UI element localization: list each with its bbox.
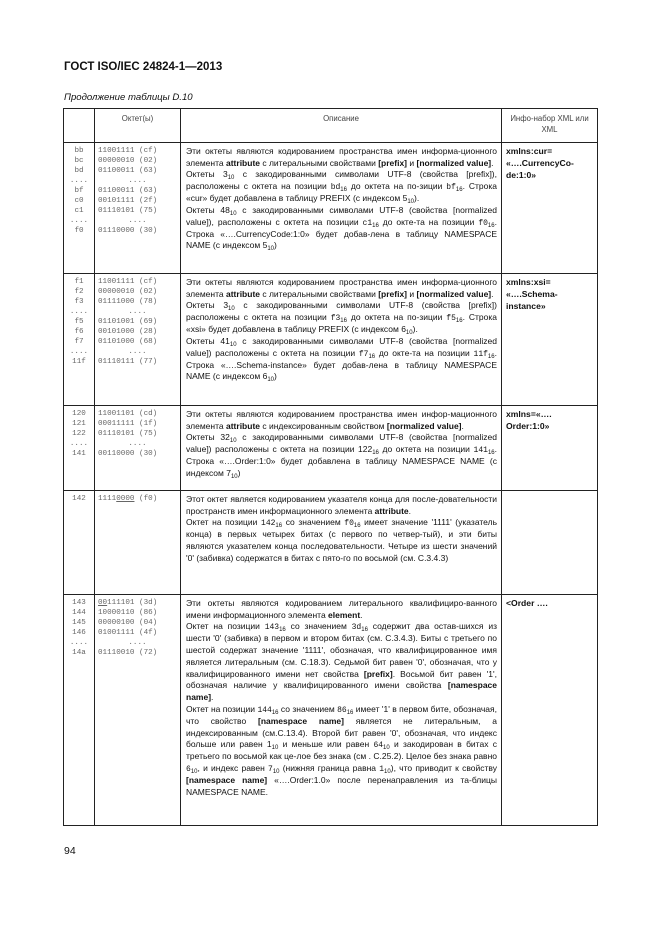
index-cell: f1 f2 f3 .... f5 f6 f7 .... 11f bbox=[64, 274, 95, 406]
xml-infoset-cell: <Order …. bbox=[502, 595, 598, 826]
table-row bbox=[64, 406, 598, 491]
index-cell: 120 121 122 .... 141 bbox=[64, 406, 95, 491]
table-row bbox=[64, 143, 598, 274]
table-row bbox=[64, 491, 598, 595]
header-index bbox=[64, 109, 95, 143]
table-row bbox=[64, 595, 598, 826]
xml-infoset-cell: xmlns:cur= «….CurrencyCo-de:1:0» bbox=[502, 143, 598, 274]
octets-cell: 00111101 (3d) 10000110 (86) 00000100 (04) 01001111 (4f) .... 01110010 (72) bbox=[95, 595, 181, 826]
description-cell: Этот октет является кодированием указателя конца для после-довательности пространств имен информационного элемента attribute. Октет на позиции $142_{16}$ со значением $f0_{16}$ имеет значение '1111' (указатель конца) в первых четырех битах (с первого по четвер-тый), и эти биты являются указателем конца последовательности. Четыре из шести значений '0' (забивка) содержатся в битах с пято-го по восьмой (см. С.3.4.3) bbox=[181, 491, 502, 595]
table-row bbox=[64, 274, 598, 406]
page-number: 94 bbox=[64, 845, 76, 857]
octets-cell: 11001111 (cf) 00000010 (02) 01100011 (63) .... 01100011 (63) 00101111 (2f) 01110101 (75) .... 01110000 (30) bbox=[95, 143, 181, 274]
index-cell: 143 144 145 146 .... 14a bbox=[64, 595, 95, 826]
xml-infoset-cell: xmlns=«…. Order:1:0» bbox=[502, 406, 598, 491]
header-description: Описание bbox=[181, 109, 502, 143]
data-table bbox=[63, 108, 598, 826]
index-cell: 142 bbox=[64, 491, 95, 595]
index-cell: bb bc bd .... bf c0 c1 .... f0 bbox=[64, 143, 95, 274]
table-caption: Продолжение таблицы D.10 bbox=[64, 92, 193, 103]
header-octets: Октет(ы) bbox=[95, 109, 181, 143]
document-header: ГОСТ ISO/IEC 24824-1—2013 bbox=[64, 61, 223, 73]
octets-cell: 11001111 (cf) 00000010 (02) 01111000 (78) .... 01101001 (69) 00101000 (28) 01101000 (68) .... 01110111 (77) bbox=[95, 274, 181, 406]
description-cell: Эти октеты являются кодированием пространства имен информа-ционного элемента attribute с литеральными свойствами [prefix] и [normalized value]. Октеты $3_{10}$ с закодированными символами UTF-8 (свойства [prefix]), расположены с октета на позиции $bd_{16}$ до октета на по-зиции $bf_{16}$. Строка «cur» будет добавлена в таблицу PREFIX (с индексом $5_{10}$). Октеты $48_{10}$ с закодированными символами UTF-8 (свойства [normalized value]), расположены с октета на позиции $c1_{16}$ до окте-та на позиции $f0_{16}$. Строка «….CurrencyCode:1:0» будет добав-лена в таблицу NAMESPACE NAME (с индексом $5_{10}$) bbox=[181, 143, 502, 274]
description-cell: Эти октеты являются кодированием пространства имен инфор-мационного элемента attribute с индексированным свойством [normalized value]. Октеты $32_{10}$ с закодированными символами UTF-8 (свойства [normalized value]) расположены с октета на позиции $122_{16}$ до октета на позиции $141_{16}$. Строка «….Order:1:0» будет добавлена в таблицу NAMESPACE NAME (с индексом $7_{10}$) bbox=[181, 406, 502, 491]
description-cell: Эти октеты являются кодированием пространства имен информа-ционного элемента attribute с литеральными свойствами [prefix] и [normalized value]. Октеты $3_{10}$ с закодированными символами UTF-8 (свойства [prefix]) расположены с октета на позиции $f3_{16}$ до октета на по-зиции $f5_{16}$. Строка «xsi» будет добавлена в таблицу PREFIX (с индексом $6_{10}$). Октеты $41_{10}$ с закодированными символами UTF-8 (свойства [normalized value]) расположены с октета на позиции $f7_{16}$ до окте-та на позиции $11f_{16}$. Строка «….Schema-instance» будет добав-лена в таблицу NAMESPACE NAME (с индексом $6_{10}$) bbox=[181, 274, 502, 406]
xml-infoset-cell bbox=[502, 491, 598, 595]
header-xml-infoset: Инфо-набор XML или XML bbox=[502, 109, 598, 143]
table-header-row bbox=[64, 109, 598, 143]
octets-cell: 11110000 (f0) bbox=[95, 491, 181, 595]
xml-infoset-cell: xmlns:xsi= «….Schema-instance» bbox=[502, 274, 598, 406]
description-cell: Эти октеты являются кодированием литерального квалифициро-ванного имени информационного элемента element. Октет на позиции $143_{16}$ со значением $3d_{16}$ содержит два остав-шихся из шести '0' (забивка) в первом и втором битах (см. С.3.4.3). Биты с третьего по шестой содержат значение '1111', обозначая, что квалифицированное имя является литеральным (см. С.18.3). Седьмой бит равен '0', обозначая, что у квалифицированного имени нет свойства [prefix]. Восьмой бит равен '1', обозначая наличие у квалифицированного имени свойства [namespace name]. Октет на позиции $144_{16}$ со значением $86_{16}$ имеет '1' в первом бите, обозначая, что свойство [namespace name] является не литеральным, а индексированным (см.С.13.4). Второй бит равен '0', обозначая, что индекс больше или равен $1_{10}$ и меньше или равен $64_{10}$ и закодирован в битах с третьего по восьмой как це-лое без знака (см . С.25.2). Целое без знака равно $6_{10}$, и индекс равен $7_{10}$ (нижняя граница равна $1_{10}$), что приводит к свойству [namespace name] «….Order:1.0» после перенаправления из та-блицы NAMESPACE NAME. bbox=[181, 595, 502, 826]
octets-cell: 11001101 (cd) 00011111 (1f) 01110101 (75) .... 00110000 (30) bbox=[95, 406, 181, 491]
